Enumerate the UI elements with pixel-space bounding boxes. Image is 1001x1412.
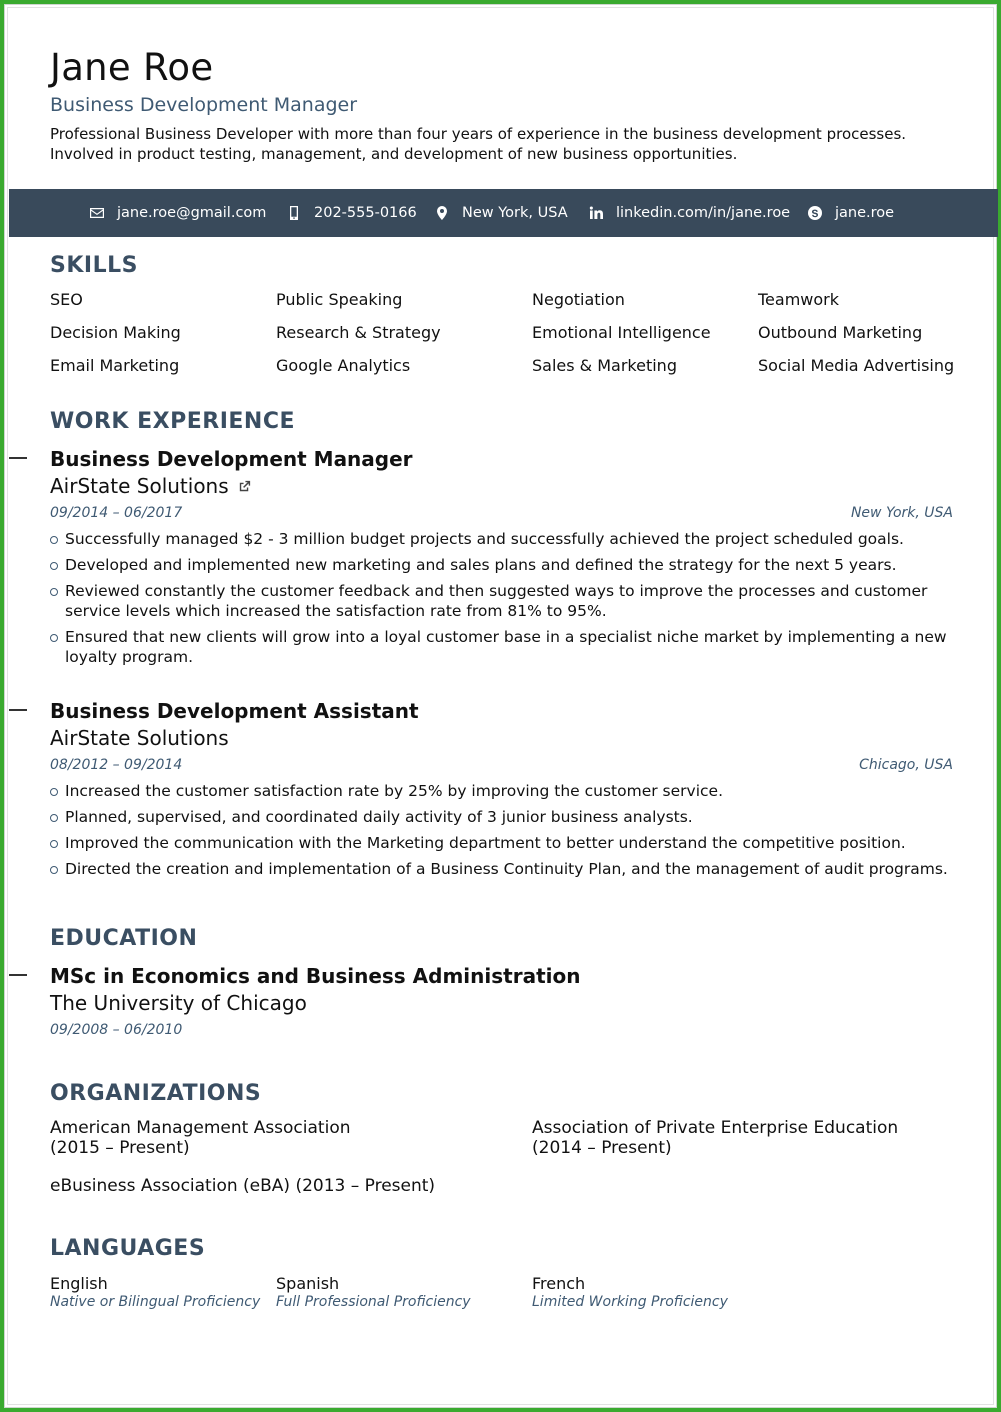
resume-inner [7, 7, 994, 1405]
organization-name: Association of Private Enterprise Education [532, 1118, 899, 1138]
language-level: Limited Working Proficiency [532, 1294, 728, 1310]
contact-email[interactable] [89, 189, 266, 237]
job-title: Business Development Manager [50, 447, 413, 471]
skill-item: Emotional Intelligence [532, 323, 711, 342]
map-pin-icon [434, 205, 450, 221]
job-bullet: Improved the communication with the Marketing department to better understand the competitive position. [50, 833, 962, 853]
job-location: New York, USA [850, 505, 953, 521]
job-bullet: Planned, supervised, and coordinated daily activity of 3 junior business analysts. [50, 807, 962, 827]
contact-phone[interactable] [286, 189, 417, 237]
organization-item [50, 1118, 500, 1158]
job-bullets [50, 529, 962, 673]
job-dates: 09/2014 – 06/2017 [50, 505, 183, 521]
summary-text: Professional Business Developer with more than four years of experience in the business development processes. Involved in product testing, management, and development of new business opportunities. [50, 125, 907, 163]
contact-bar [9, 189, 998, 237]
organization-item [532, 1118, 962, 1158]
skill-item: Public Speaking [276, 290, 403, 309]
skill-item: Teamwork [758, 290, 840, 309]
job-bullet: Reviewed constantly the customer feedback and then suggested ways to improve the processes and customer service levels which increased the satisfaction rate from 81% to 95%. [50, 581, 962, 621]
language-item [50, 1274, 260, 1310]
resume-page [4, 4, 997, 1408]
skill-item: Sales & Marketing [532, 356, 677, 375]
contact-location-text: New York, USA [462, 205, 568, 221]
education-school: The University of Chicago [50, 991, 307, 1015]
skill-item: Research & Strategy [276, 323, 441, 342]
skill-item: Negotiation [532, 290, 625, 309]
contact-skype[interactable] [807, 189, 894, 237]
skype-icon [807, 205, 823, 221]
contact-phone-text: 202-555-0166 [314, 205, 417, 221]
contact-linkedin-text: linkedin.com/in/jane.roe [616, 205, 791, 221]
education-degree: MSc in Economics and Business Administration [50, 964, 581, 988]
job-bullet: Successfully managed $2 - 3 million budget projects and successfully achieved the project scheduled goals. [50, 529, 962, 549]
job-bullet: Directed the creation and implementation of a Business Continuity Plan, and the management of audit programs. [50, 859, 962, 879]
timeline-dash [9, 974, 27, 976]
linkedin-icon [588, 205, 604, 221]
contact-linkedin[interactable] [588, 189, 790, 237]
job-company[interactable] [50, 474, 252, 498]
education-title: EDUCATION [50, 926, 198, 951]
organization-period: (2014 – Present) [532, 1138, 672, 1158]
contact-email-text: jane.roe@gmail.com [117, 205, 267, 221]
experience-title: WORK EXPERIENCE [50, 409, 295, 434]
language-item [532, 1274, 728, 1310]
job-location: Chicago, USA [859, 757, 953, 773]
languages-title: LANGUAGES [50, 1236, 206, 1261]
organization-name: American Management Association [50, 1118, 351, 1138]
timeline-dash [9, 457, 27, 459]
skill-item: Social Media Advertising [758, 356, 955, 375]
language-item [276, 1274, 471, 1310]
phone-icon [286, 205, 302, 221]
candidate-name: Jane Roe [50, 46, 214, 89]
skill-item: Google Analytics [276, 356, 411, 375]
language-name: English [50, 1274, 108, 1293]
language-name: Spanish [276, 1274, 340, 1293]
organization-item: eBusiness Association (eBA) (2013 – Present) [50, 1176, 436, 1196]
skill-item: Outbound Marketing [758, 323, 923, 342]
contact-location[interactable] [434, 189, 568, 237]
skill-item: SEO [50, 290, 83, 309]
skill-item: Decision Making [50, 323, 181, 342]
job-company: AirState Solutions [50, 726, 229, 750]
job-bullet: Increased the customer satisfaction rate by 25% by improving the customer service. [50, 781, 962, 801]
job-bullets [50, 781, 962, 885]
organization-period: (2015 – Present) [50, 1138, 190, 1158]
skill-item: Email Marketing [50, 356, 180, 375]
external-link-icon[interactable] [237, 479, 252, 494]
skills-title: SKILLS [50, 253, 138, 278]
candidate-role: Business Development Manager [50, 94, 358, 116]
language-level: Native or Bilingual Proficiency [50, 1294, 261, 1310]
language-name: French [532, 1274, 586, 1293]
email-icon [89, 205, 105, 221]
job-title: Business Development Assistant [50, 699, 419, 723]
job-bullet: Developed and implemented new marketing and sales plans and defined the strategy for the next 5 years. [50, 555, 962, 575]
education-dates: 09/2008 – 06/2010 [50, 1022, 183, 1038]
job-bullet: Ensured that new clients will grow into a loyal customer base in a specialist niche market by implementing a new loyalty program. [50, 627, 962, 667]
job-dates: 08/2012 – 09/2014 [50, 757, 183, 773]
organizations-title: ORGANIZATIONS [50, 1081, 262, 1106]
timeline-dash [9, 709, 27, 711]
contact-skype-text: jane.roe [835, 205, 895, 221]
job-company-name: AirState Solutions [50, 474, 229, 498]
language-level: Full Professional Proficiency [276, 1294, 471, 1310]
